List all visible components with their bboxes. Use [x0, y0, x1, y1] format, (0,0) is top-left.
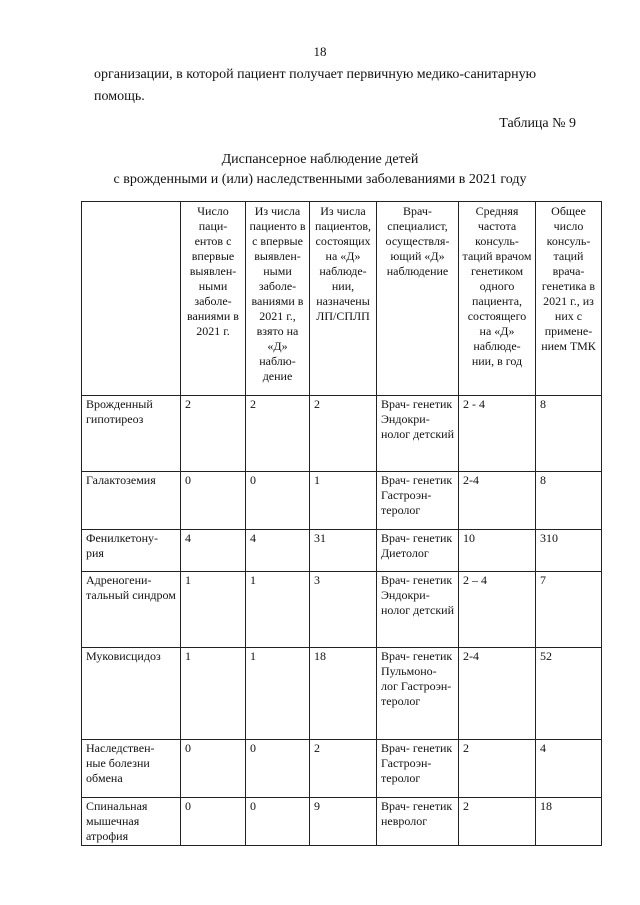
header-cell-prescribed: Из числа пациентов, состоящих на «Д» наблюде- нии, назначены ЛП/СПЛП — [310, 202, 377, 396]
cell-prescribed: 31 — [310, 530, 377, 572]
header-cell-frequency: Средняя частота консуль- таций врачом генетиком одного пациента, состоящего на «Д» наблюде- нии, в год — [459, 202, 536, 396]
table-row — [82, 530, 602, 572]
cell-taken-d: 0 — [246, 740, 310, 798]
cell-total: 4 — [536, 740, 602, 798]
cell-taken-d: 4 — [246, 530, 310, 572]
table-row — [82, 396, 602, 472]
cell-disease: Спинальная мышечная атрофия — [82, 798, 181, 846]
cell-specialist: Врач- генетик Диетолог — [377, 530, 459, 572]
dispensary-table — [81, 201, 602, 846]
cell-new-cases: 0 — [181, 472, 246, 530]
header-cell-taken-d: Из числа пациенто в с впервые выявлен- ными заболе- ваниями в 2021 г., взято на «Д» наблю- дение — [246, 202, 310, 396]
table-caption — [0, 150, 640, 190]
page-number: 18 — [313, 44, 327, 59]
table-row — [82, 740, 602, 798]
cell-total: 18 — [536, 798, 602, 846]
cell-prescribed: 3 — [310, 572, 377, 648]
header-cell-total: Общее число консуль- таций врача- генетика в 2021 г., из них с примене- нием ТМК — [536, 202, 602, 396]
cell-disease: Муковисцидоз — [82, 648, 181, 740]
table-label: Таблица № 9 — [499, 116, 576, 131]
cell-total: 8 — [536, 472, 602, 530]
cell-specialist: Врач- генетик Эндокри- нолог детский — [377, 396, 459, 472]
intro-paragraph — [94, 64, 594, 108]
table-row — [82, 648, 602, 740]
cell-total: 52 — [536, 648, 602, 740]
cell-specialist: Врач- генетик Гастроэн- теролог — [377, 740, 459, 798]
cell-specialist: Врач- генетик Гастроэн- теролог — [377, 472, 459, 530]
cell-prescribed: 18 — [310, 648, 377, 740]
cell-new-cases: 0 — [181, 740, 246, 798]
cell-new-cases: 1 — [181, 648, 246, 740]
header-cell-disease — [82, 202, 181, 396]
cell-new-cases: 2 — [181, 396, 246, 472]
cell-prescribed: 2 — [310, 396, 377, 472]
cell-prescribed: 9 — [310, 798, 377, 846]
cell-specialist: Врач- генетик Эндокри- нолог детский — [377, 572, 459, 648]
cell-new-cases: 0 — [181, 798, 246, 846]
cell-frequency: 10 — [459, 530, 536, 572]
cell-disease: Галактоземия — [82, 472, 181, 530]
cell-disease: Фенилкетону- рия — [82, 530, 181, 572]
cell-total: 8 — [536, 396, 602, 472]
caption-line: с врожденными и (или) наследственными заболеваниями в 2021 году — [113, 172, 527, 187]
table-row — [82, 472, 602, 530]
cell-specialist: Врач- генетик невролог — [377, 798, 459, 846]
caption-line: Диспансерное наблюдение детей — [221, 152, 419, 167]
cell-taken-d: 2 — [246, 396, 310, 472]
cell-prescribed: 2 — [310, 740, 377, 798]
cell-frequency: 2 — [459, 798, 536, 846]
cell-frequency: 2-4 — [459, 648, 536, 740]
cell-total: 7 — [536, 572, 602, 648]
table-row — [82, 572, 602, 648]
cell-taken-d: 1 — [246, 572, 310, 648]
cell-new-cases: 4 — [181, 530, 246, 572]
intro-line: помощь. — [94, 89, 145, 104]
cell-frequency: 2 - 4 — [459, 396, 536, 472]
header-cell-new-cases: Число паци- ентов с впервые выявлен- ными заболе- ваниями в 2021 г. — [181, 202, 246, 396]
cell-taken-d: 1 — [246, 648, 310, 740]
cell-frequency: 2 – 4 — [459, 572, 536, 648]
cell-specialist: Врач- генетик Пульмоно- лог Гастроэн- теролог — [377, 648, 459, 740]
cell-new-cases: 1 — [181, 572, 246, 648]
table-header-row — [82, 202, 602, 396]
cell-prescribed: 1 — [310, 472, 377, 530]
table-row — [82, 798, 602, 846]
cell-frequency: 2 — [459, 740, 536, 798]
cell-taken-d: 0 — [246, 472, 310, 530]
cell-total: 310 — [536, 530, 602, 572]
cell-disease: Адреногени- тальный синдром — [82, 572, 181, 648]
cell-disease: Наследствен- ные болезни обмена — [82, 740, 181, 798]
cell-frequency: 2-4 — [459, 472, 536, 530]
cell-taken-d: 0 — [246, 798, 310, 846]
cell-disease: Врожденный гипотиреоз — [82, 396, 181, 472]
intro-line: организации, в которой пациент получает первичную медико-санитарную — [94, 67, 537, 82]
header-cell-specialist: Врач- специалист, осуществля- ющий «Д» наблюдение — [377, 202, 459, 396]
